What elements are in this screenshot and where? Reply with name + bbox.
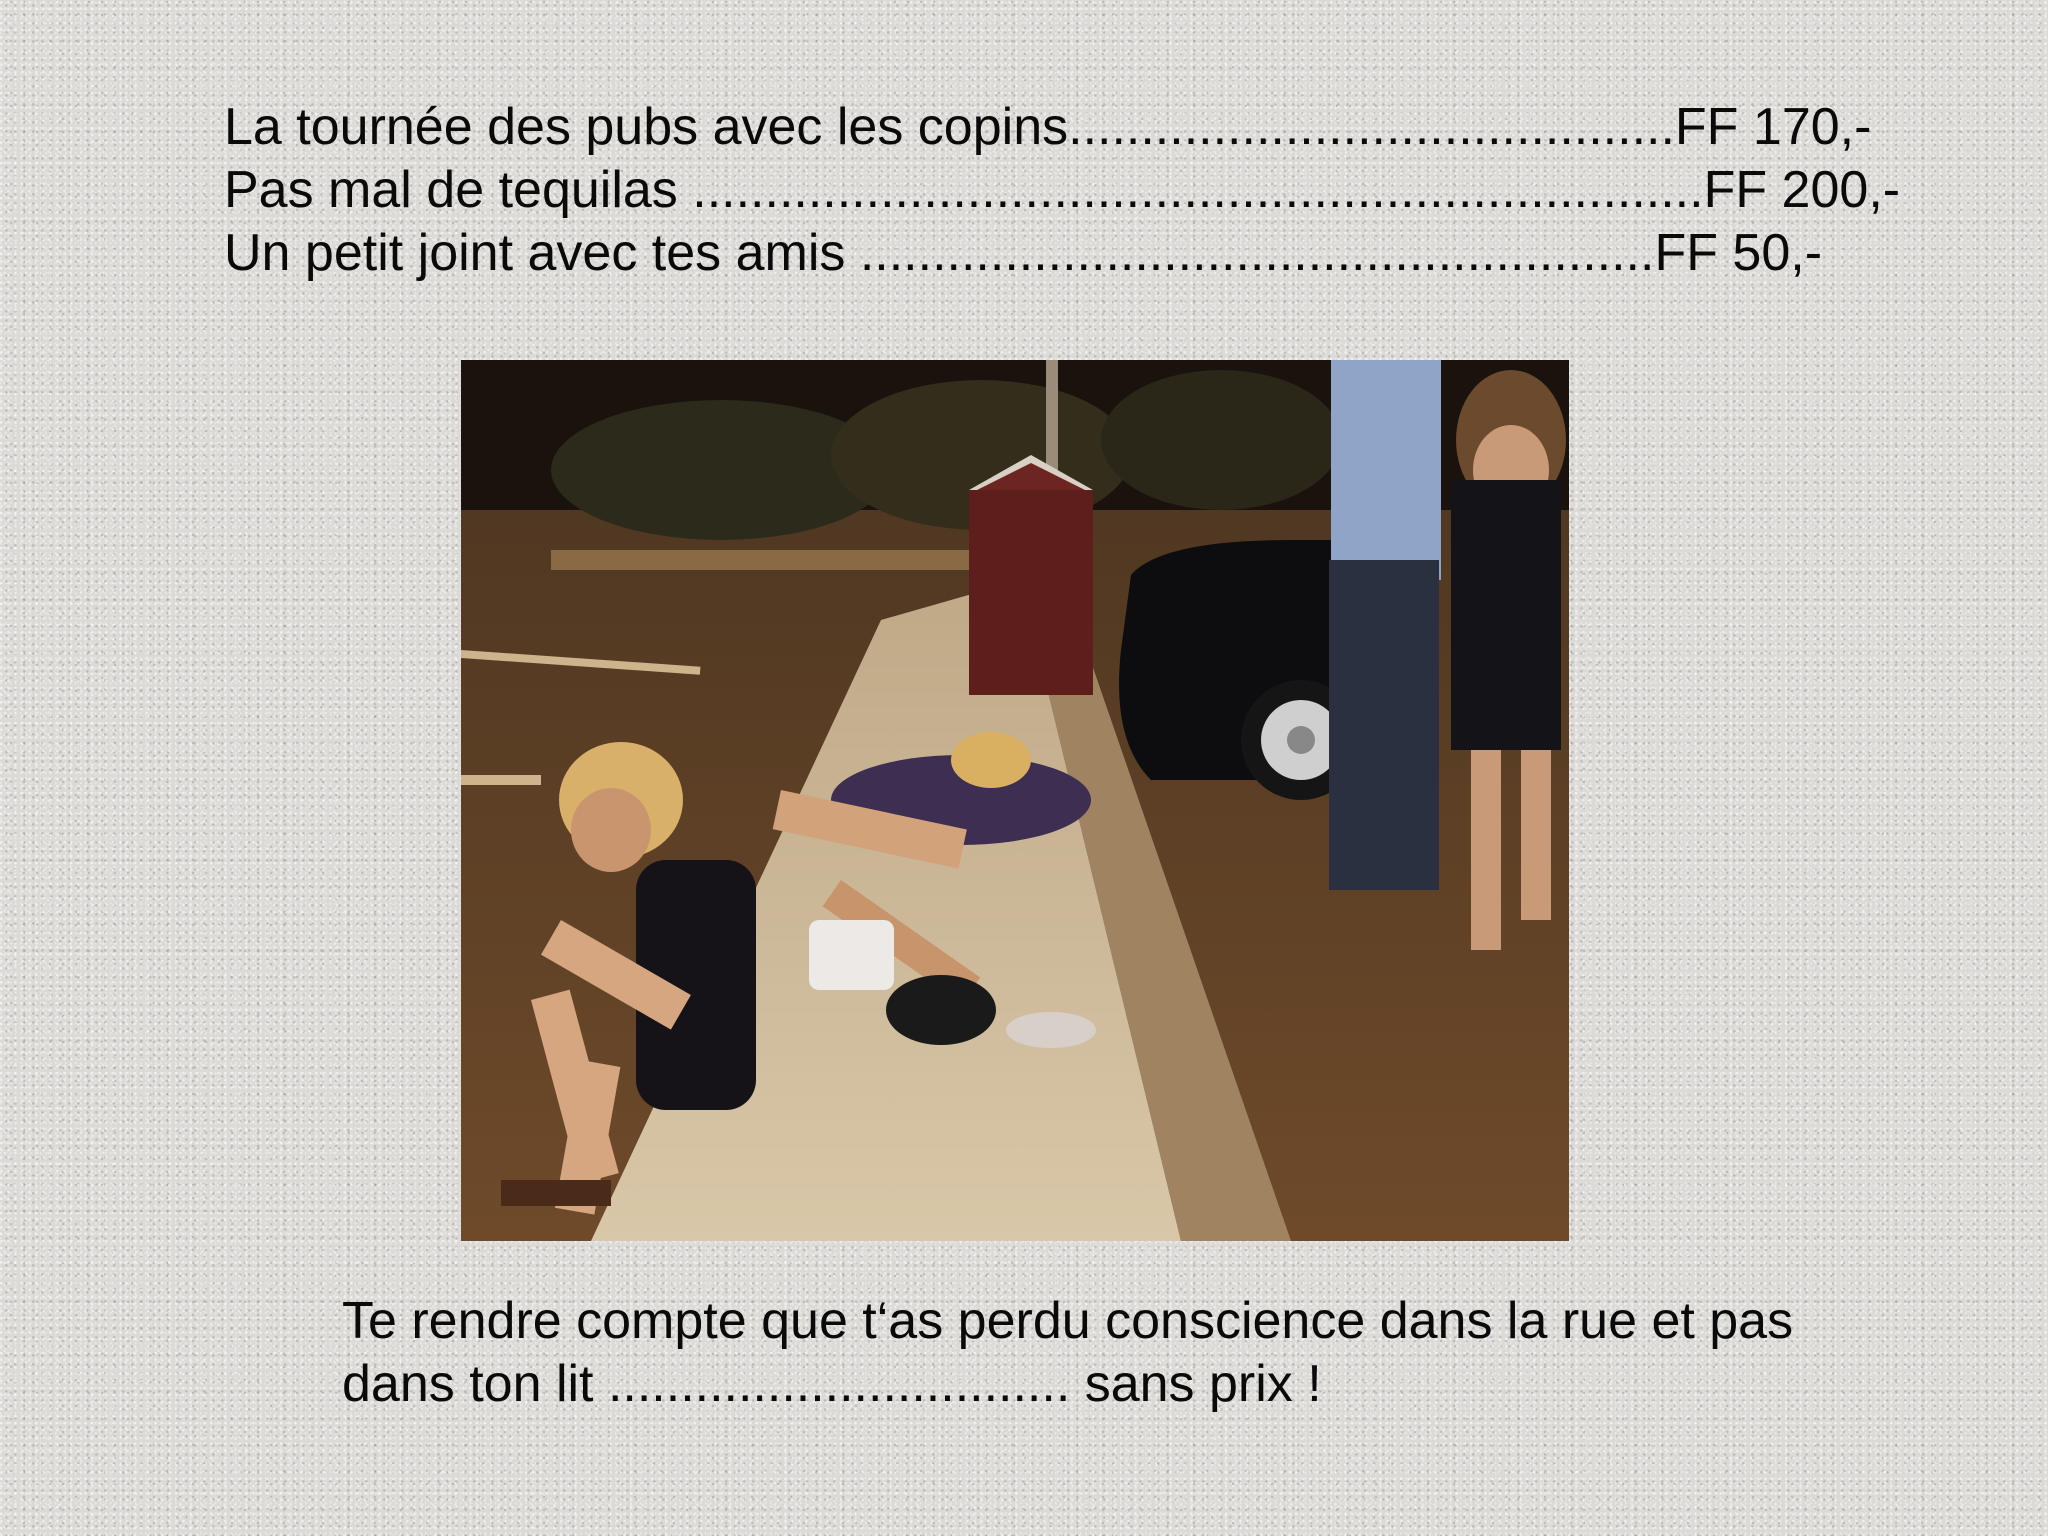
price-line-joint	[224, 222, 2034, 285]
price-line-tequilas	[224, 159, 2034, 222]
caption	[342, 1290, 2022, 1416]
caption-line-2	[342, 1353, 2022, 1416]
price-line-dots: ..........................................	[1068, 98, 1675, 156]
price-line-pubs	[224, 96, 2034, 159]
price-line-price: FF 170,-	[1674, 98, 1872, 156]
street-scene-photo	[461, 360, 1569, 1241]
price-list	[224, 96, 2034, 285]
caption-line-1: Te rendre compte que t‘as perdu conscience dans la rue et pas	[342, 1292, 1794, 1350]
price-line-dots: ......................................................................	[692, 161, 1704, 219]
price-line-dots: .......................................................	[859, 224, 1655, 282]
price-line-price: FF 50,-	[1654, 224, 1823, 282]
caption-line-2-label: dans ton lit	[342, 1355, 608, 1413]
caption-line-2-value: sans prix !	[1070, 1355, 1322, 1413]
price-line-label: La tournée des pubs avec les copins	[224, 98, 1069, 156]
price-line-price: FF 200,-	[1703, 161, 1901, 219]
price-line-label: Pas mal de tequilas	[224, 161, 693, 219]
price-line-label: Un petit joint avec tes amis	[224, 224, 860, 282]
caption-line-2-dots: ................................	[607, 1355, 1071, 1413]
